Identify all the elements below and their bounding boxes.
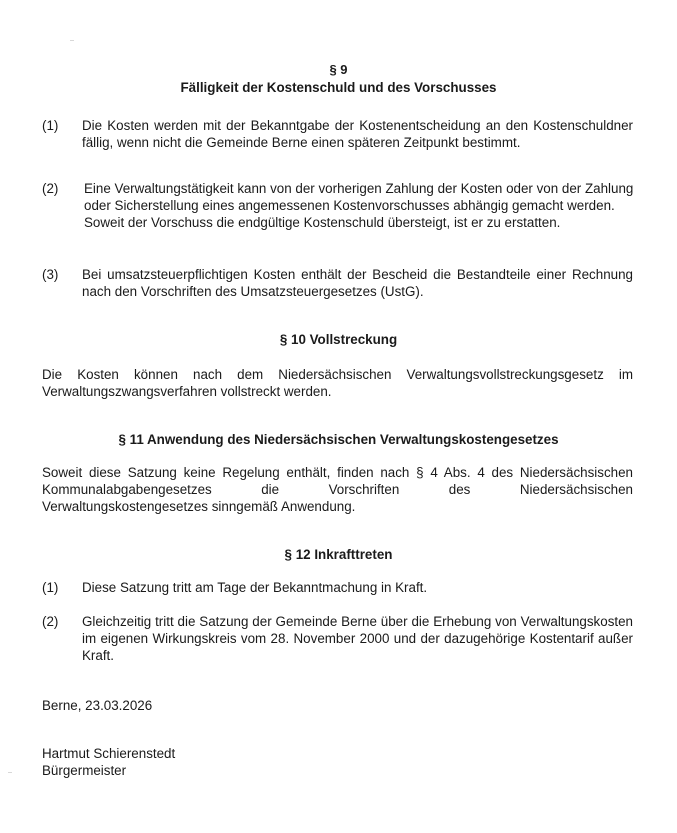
place-and-date: Berne, 23.03.2026 [42, 698, 153, 713]
section-9-item-2-number: (2) [42, 181, 59, 196]
section-10-text: Die Kosten können nach dem Niedersächsischen Verwaltungsvollstreckungsgesetz im Verwaltungszwangsverfahren vollstreckt werden. [42, 367, 633, 399]
signer-title: Bürgermeister [42, 763, 127, 778]
signer-name: Hartmut Schierenstedt [42, 746, 176, 761]
scan-mark [8, 772, 12, 773]
section-11-line-2: Kommunalabgabengesetzes die Vorschriften des Niedersächsischen [42, 482, 633, 497]
section-12-title: § 12 Inkrafttreten [284, 547, 393, 562]
section-11-title: § 11 Anwendung des Niedersächsischen Verwaltungskostengesetzes [118, 432, 559, 447]
section-9-title: Fälligkeit der Kostenschuld und des Vorschusses [180, 80, 497, 95]
section-12-item-1-number: (1) [42, 580, 59, 595]
section-9-item-3-number: (3) [42, 267, 59, 282]
section-9-item-1-number: (1) [42, 118, 59, 133]
scan-mark [70, 40, 74, 41]
section-12-item-2-text: Gleichzeitig tritt die Satzung der Gemeinde Berne über die Erhebung von Verwaltungskosten im eigenen Wirkungskreis vom 28. November 2000 und der dazugehörige Kostentarif außer Kraft. [82, 614, 633, 663]
section-11-paragraph [42, 464, 633, 515]
section-11-line-1: Soweit diese Satzung keine Regelung enthält, finden nach § 4 Abs. 4 des Niedersächsischen [42, 465, 633, 480]
section-9-item-1-text: Die Kosten werden mit der Bekanntgabe der Kostenentscheidung an den Kostenschuldner fällig, wenn nicht die Gemeinde Berne einen späteren Zeitpunkt bestimmt. [82, 118, 633, 150]
section-9-number: § 9 [329, 62, 348, 77]
section-11-line-3: Verwaltungskostengesetzes sinngemäß Anwendung. [42, 499, 356, 514]
section-9-item-3-text: Bei umsatzsteuerpflichtigen Kosten enthält der Bescheid die Bestandteile einer Rechnung nach den Vorschriften des Umsatzsteuergesetzes (UstG). [82, 267, 633, 299]
section-10-title: § 10 Vollstreckung [279, 332, 398, 347]
section-12-item-2-number: (2) [42, 614, 59, 629]
section-9-item-2-text: Eine Verwaltungstätigkeit kann von der vorherigen Zahlung der Kosten oder von der Zahlung oder Sicherstellung eines angemessenen Kostenvorschusses abhängig gemacht werden. Soweit der Vorschuss die endgültige Kostenschuld übersteigt, ist er zu erstatten. [84, 181, 634, 230]
section-12-item-1-text: Diese Satzung tritt am Tage der Bekanntmachung in Kraft. [82, 580, 428, 595]
